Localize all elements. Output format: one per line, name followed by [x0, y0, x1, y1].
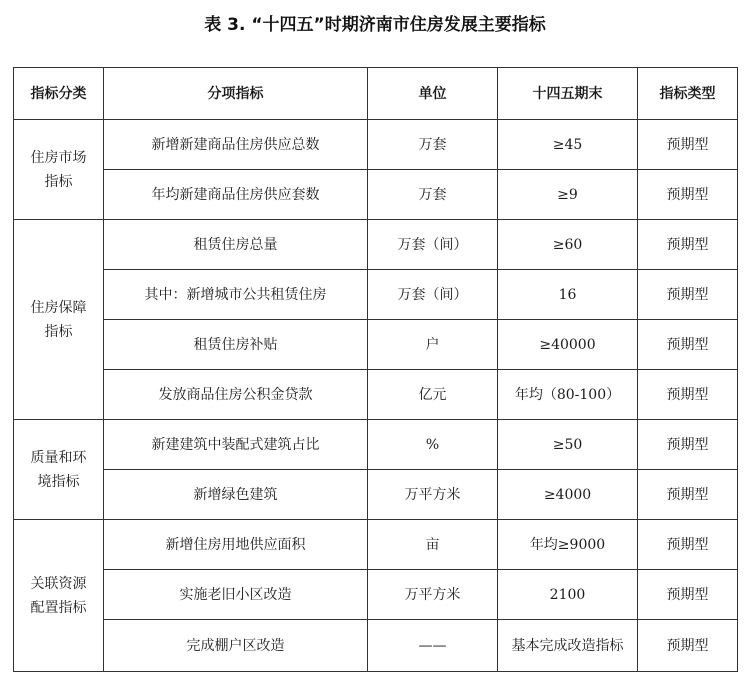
type-cell: 预期型: [638, 620, 738, 672]
item-cell: 发放商品住房公积金贷款: [104, 370, 368, 420]
header-category: 指标分类: [14, 68, 104, 120]
header-row: [14, 68, 738, 120]
table-row: [14, 620, 738, 672]
table-row: [14, 570, 738, 620]
item-cell: 实施老旧小区改造: [104, 570, 368, 620]
category-cell: 住房保障 指标: [14, 220, 104, 420]
target-cell: 年均≥9000: [498, 520, 638, 570]
target-cell: 年均（80-100）: [498, 370, 638, 420]
unit-cell: %: [368, 420, 498, 470]
target-cell: ≥40000: [498, 320, 638, 370]
type-cell: 预期型: [638, 170, 738, 220]
type-cell: 预期型: [638, 520, 738, 570]
header-item: 分项指标: [104, 68, 368, 120]
item-cell: 新增新建商品住房供应总数: [104, 120, 368, 170]
target-cell: ≥9: [498, 170, 638, 220]
category-cell: 关联资源 配置指标: [14, 520, 104, 672]
table-row: [14, 420, 738, 470]
item-cell: 租赁住房总量: [104, 220, 368, 270]
type-cell: 预期型: [638, 470, 738, 520]
target-cell: ≥45: [498, 120, 638, 170]
type-cell: 预期型: [638, 270, 738, 320]
unit-cell: 户: [368, 320, 498, 370]
target-cell: 2100: [498, 570, 638, 620]
item-cell: 租赁住房补贴: [104, 320, 368, 370]
table-row: [14, 370, 738, 420]
unit-cell: 万平方米: [368, 570, 498, 620]
table-row: [14, 520, 738, 570]
target-cell: ≥60: [498, 220, 638, 270]
type-cell: 预期型: [638, 370, 738, 420]
table-row: [14, 170, 738, 220]
item-cell: 新建建筑中装配式建筑占比: [104, 420, 368, 470]
housing-indicators-table: [13, 67, 738, 672]
target-cell: 16: [498, 270, 638, 320]
item-cell: 年均新建商品住房供应套数: [104, 170, 368, 220]
type-cell: 预期型: [638, 120, 738, 170]
header-unit: 单位: [368, 68, 498, 120]
category-cell: 质量和环 境指标: [14, 420, 104, 520]
table-row: [14, 220, 738, 270]
table-title: 表 3. “十四五”时期济南市住房发展主要指标: [204, 15, 546, 35]
target-cell: 基本完成改造指标: [498, 620, 638, 672]
target-cell: ≥50: [498, 420, 638, 470]
header-type: 指标类型: [638, 68, 738, 120]
header-target: 十四五期末: [498, 68, 638, 120]
unit-cell: 万平方米: [368, 470, 498, 520]
target-cell: ≥4000: [498, 470, 638, 520]
item-cell: 完成棚户区改造: [104, 620, 368, 672]
item-cell: 新增绿色建筑: [104, 470, 368, 520]
item-cell: 其中：新增城市公共租赁住房: [104, 270, 368, 320]
unit-cell: 万套: [368, 170, 498, 220]
type-cell: 预期型: [638, 220, 738, 270]
table-row: [14, 120, 738, 170]
type-cell: 预期型: [638, 420, 738, 470]
unit-cell: 万套（间）: [368, 220, 498, 270]
type-cell: 预期型: [638, 570, 738, 620]
unit-cell: ——: [368, 620, 498, 672]
unit-cell: 万套: [368, 120, 498, 170]
unit-cell: 亩: [368, 520, 498, 570]
category-cell: 住房市场 指标: [14, 120, 104, 220]
unit-cell: 亿元: [368, 370, 498, 420]
unit-cell: 万套（间）: [368, 270, 498, 320]
table-row: [14, 320, 738, 370]
item-cell: 新增住房用地供应面积: [104, 520, 368, 570]
table-row: [14, 270, 738, 320]
type-cell: 预期型: [638, 320, 738, 370]
table-row: [14, 470, 738, 520]
